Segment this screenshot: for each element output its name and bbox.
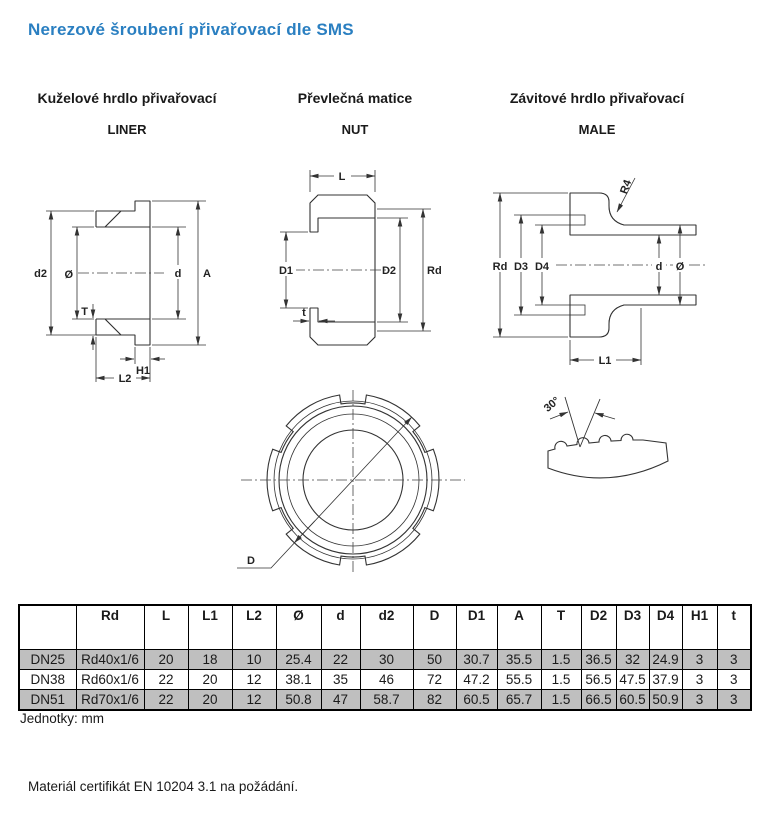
table-cell: 30 xyxy=(360,650,413,670)
nut-front-dim-label-D: D xyxy=(247,555,255,567)
table-cell: 50.9 xyxy=(649,690,682,711)
table-cell: 35.5 xyxy=(497,650,541,670)
section-header-liner xyxy=(18,90,236,137)
male-dim-label-D3: D3 xyxy=(513,261,529,273)
male-dim-label-D4: D4 xyxy=(534,261,550,273)
table-cell: 50 xyxy=(413,650,456,670)
section-subheading-liner: LINER xyxy=(107,122,147,137)
column-header-d2: d2 xyxy=(360,605,413,650)
male-drawing xyxy=(483,150,753,380)
dimension-table-wrapper xyxy=(18,604,752,711)
table-cell: DN25 xyxy=(19,650,76,670)
table-cell: 30.7 xyxy=(456,650,497,670)
table-cell: 3 xyxy=(682,650,717,670)
table-cell: 12 xyxy=(232,690,276,711)
liner-dim-label-d: d xyxy=(174,268,182,280)
table-cell: 58.7 xyxy=(360,690,413,711)
column-header-Ø: Ø xyxy=(276,605,321,650)
male-face-groove-lower xyxy=(570,305,585,315)
liner-dim-label-T: T xyxy=(81,306,88,318)
table-cell: 56.5 xyxy=(581,670,616,690)
table-cell: 46 xyxy=(360,670,413,690)
table-cell: Rd70x1/6 xyxy=(76,690,144,711)
table-cell: 65.7 xyxy=(497,690,541,711)
nut-dim-label-Rd: Rd xyxy=(427,265,442,277)
column-header-D2: D2 xyxy=(581,605,616,650)
liner-dim-label-A: A xyxy=(203,268,211,280)
table-cell: 20 xyxy=(188,690,232,711)
table-cell: 72 xyxy=(413,670,456,690)
liner-dim-label-d2: d2 xyxy=(34,268,47,280)
serrated-band xyxy=(548,434,668,478)
liner-dim-label-H1: H1 xyxy=(135,365,151,377)
male-dim-label-L1: L1 xyxy=(598,355,612,367)
section-subheading-male: MALE xyxy=(578,122,616,137)
column-header-D4: D4 xyxy=(649,605,682,650)
male-dim-label-dia: Ø xyxy=(675,261,685,273)
column-header-Rd: Rd xyxy=(76,605,144,650)
column-header-L2: L2 xyxy=(232,605,276,650)
table-cell: 3 xyxy=(682,670,717,690)
male-dim-label-R4: R4 xyxy=(618,178,635,196)
column-header-D3: D3 xyxy=(616,605,649,650)
male-dim-label-Rd: Rd xyxy=(492,261,508,273)
table-cell: 66.5 xyxy=(581,690,616,711)
angle-label: 30° xyxy=(541,394,563,415)
table-row-DN51 xyxy=(19,690,751,711)
nut-dim-label-L: L xyxy=(338,171,346,183)
table-cell: 3 xyxy=(717,650,751,670)
male-dim-label-d: d xyxy=(655,261,663,273)
table-cell: DN38 xyxy=(19,670,76,690)
table-cell: 32 xyxy=(616,650,649,670)
table-cell: 22 xyxy=(321,650,360,670)
nut-front-centerlines xyxy=(241,390,465,572)
table-cell: 47 xyxy=(321,690,360,711)
table-cell: 38.1 xyxy=(276,670,321,690)
table-cell: 3 xyxy=(682,690,717,711)
table-row-DN38 xyxy=(19,670,751,690)
male-face-groove-upper xyxy=(570,215,585,225)
table-cell: 47.2 xyxy=(456,670,497,690)
table-row-DN25 xyxy=(19,650,751,670)
table-cell: 36.5 xyxy=(581,650,616,670)
table-cell: Rd40x1/6 xyxy=(76,650,144,670)
table-cell: 22 xyxy=(144,670,188,690)
liner-dim-label-dia: Ø xyxy=(64,269,73,281)
liner-drawing xyxy=(18,150,248,400)
column-header-D1: D1 xyxy=(456,605,497,650)
table-cell: 55.5 xyxy=(497,670,541,690)
liner-dim-label-L2: L2 xyxy=(118,373,132,385)
table-cell: 12 xyxy=(232,670,276,690)
table-cell: 3 xyxy=(717,690,751,711)
table-cell: 1.5 xyxy=(541,690,581,711)
table-cell: 60.5 xyxy=(456,690,497,711)
table-cell: 10 xyxy=(232,650,276,670)
table-cell: 20 xyxy=(188,670,232,690)
nut-dim-label-t: t xyxy=(302,307,306,319)
column-header-T: T xyxy=(541,605,581,650)
column-header-H1: H1 xyxy=(682,605,717,650)
nut-section-drawing xyxy=(268,150,468,380)
table-cell: 20 xyxy=(144,650,188,670)
table-cell: 1.5 xyxy=(541,670,581,690)
section-header-male xyxy=(488,90,706,137)
nut-dim-label-D1: D1 xyxy=(278,265,294,277)
table-cell: Rd60x1/6 xyxy=(76,670,144,690)
table-cell: 35 xyxy=(321,670,360,690)
section-heading-nut: Převlečná matice xyxy=(297,90,413,106)
nut-dim-label-D2: D2 xyxy=(381,265,396,277)
page-title: Nerezové šroubení přivařovací dle SMS xyxy=(28,20,354,39)
liner-dimensions xyxy=(46,201,206,382)
nut-front-drawing xyxy=(228,378,473,598)
material-note: Materiál certifikát EN 10204 3.1 na požádání. xyxy=(28,779,299,794)
table-cell: 18 xyxy=(188,650,232,670)
section-subheading-nut: NUT xyxy=(341,122,369,137)
table-cell: 82 xyxy=(413,690,456,711)
table-cell: 3 xyxy=(717,670,751,690)
column-header-t: t xyxy=(717,605,751,650)
table-cell: 37.9 xyxy=(649,670,682,690)
column-header-L: L xyxy=(144,605,188,650)
table-header-row xyxy=(19,605,751,650)
dimension-table xyxy=(18,604,752,711)
column-header-dn xyxy=(19,605,76,650)
table-cell: 25.4 xyxy=(276,650,321,670)
table-cell: 60.5 xyxy=(616,690,649,711)
table-cell: 50.8 xyxy=(276,690,321,711)
column-header-d: d xyxy=(321,605,360,650)
units-note: Jednotky: mm xyxy=(20,711,105,726)
column-header-A: A xyxy=(497,605,541,650)
table-cell: 1.5 xyxy=(541,650,581,670)
column-header-L1: L1 xyxy=(188,605,232,650)
table-cell: 22 xyxy=(144,690,188,711)
table-cell: DN51 xyxy=(19,690,76,711)
section-heading-male: Závitové hrdlo přivařovací xyxy=(509,90,685,106)
table-cell: 24.9 xyxy=(649,650,682,670)
section-header-nut xyxy=(246,90,464,137)
nut-front-D-dimension xyxy=(237,417,412,568)
section-heading-liner: Kuželové hrdlo přivařovací xyxy=(37,90,217,106)
column-header-D: D xyxy=(413,605,456,650)
serration-detail-drawing xyxy=(518,383,688,503)
table-cell: 47.5 xyxy=(616,670,649,690)
